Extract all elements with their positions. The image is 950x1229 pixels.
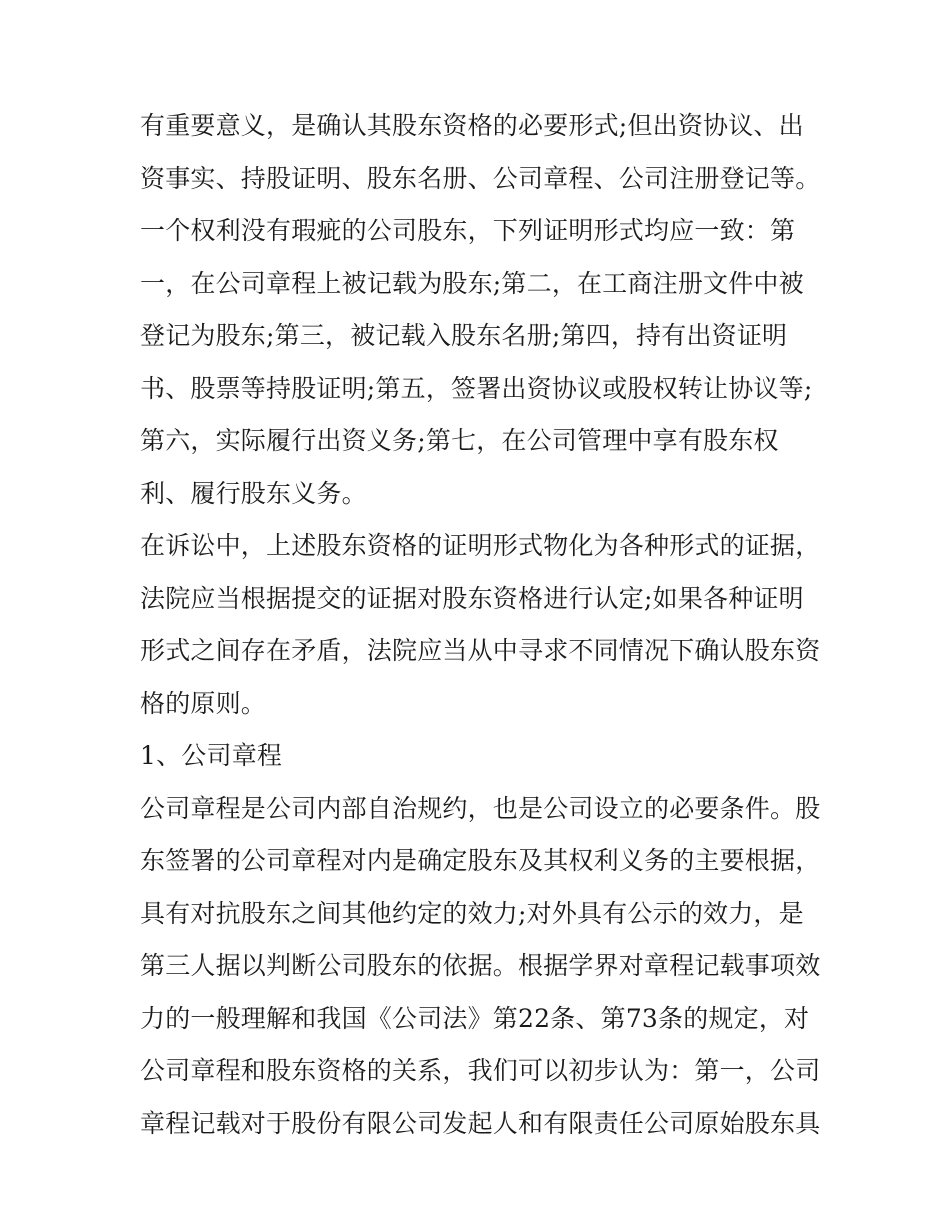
text-line: 登记为股东;第三，被记载入股东名册;第四，持有出资证明 <box>140 321 788 350</box>
text-line: 利、履行股东义务。 <box>140 478 367 508</box>
text-line: 在诉讼中，上述股东资格的证明形式物化为各种形式的证据， <box>140 531 821 560</box>
text-line: 一个权利没有瑕疵的公司股东，下列证明形式均应一致：第 <box>140 216 796 245</box>
text-line: 法院应当根据提交的证据对股东资格进行认定;如果各种证明 <box>140 583 804 613</box>
text-line: 章程记载对于股份有限公司发起人和有限责任公司原始股东具 <box>140 1108 821 1138</box>
text-line: 资事实、持股证明、股东名册、公司章程、公司注册登记等。 <box>140 163 821 193</box>
text-line: 形式之间存在矛盾，法院应当从中寻求不同情况下确认股东资 <box>140 636 821 665</box>
text-line: 第三人据以判断公司股东的依据。根据学界对章程记载事项效 <box>140 951 821 980</box>
text-line: 公司章程和股东资格的关系，我们可以初步认为：第一，公司 <box>140 1056 821 1085</box>
document-body <box>140 100 830 1150</box>
text-line: 东签署的公司章程对内是确定股东及其权利义务的主要根据， <box>140 846 821 875</box>
text-line: 公司章程是公司内部自治规约，也是公司设立的必要条件。股 <box>140 793 821 823</box>
section-heading: 1、公司章程 <box>140 741 283 770</box>
text-line: 书、股票等持股证明;第五，签署出资协议或股权转让协议等; <box>140 373 813 403</box>
text-line: 有重要意义，是确认其股东资格的必要形式;但出资协议、出 <box>140 111 804 140</box>
text-line: 格的原则。 <box>140 688 267 718</box>
text-line: 力的一般理解和我国《公司法》第22条、第73条的规定，对 <box>140 1003 810 1033</box>
text-line: 第六，实际履行出资义务;第七，在公司管理中享有股东权 <box>140 426 779 455</box>
text-line: 具有对抗股东之间其他约定的效力;对外具有公示的效力，是 <box>140 898 804 928</box>
text-line: 一，在公司章程上被记载为股东;第二，在工商注册文件中被 <box>140 268 804 298</box>
